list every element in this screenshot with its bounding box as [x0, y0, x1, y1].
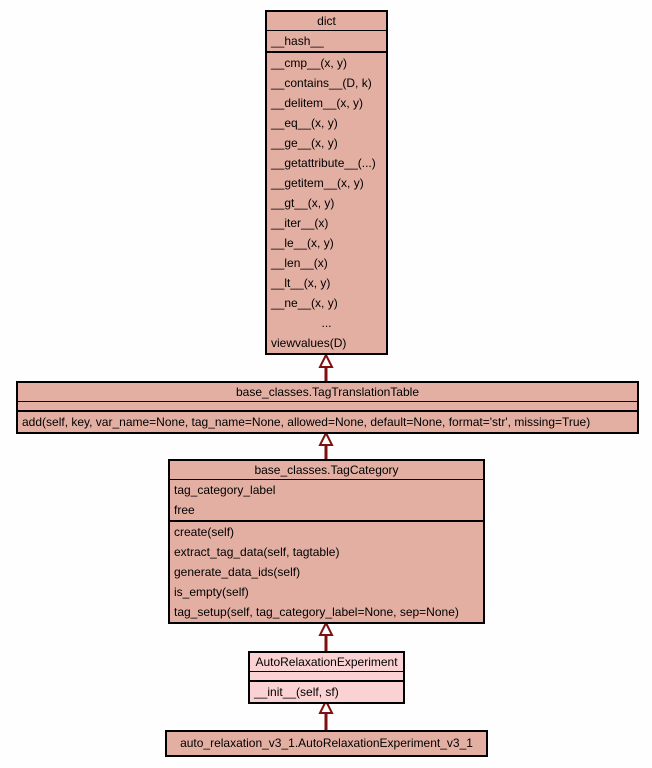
- method-label: viewvalues(D): [271, 336, 347, 350]
- method-label: is_empty(self): [174, 585, 249, 599]
- method-label: create(self): [174, 525, 235, 539]
- class-methods: [250, 682, 403, 702]
- class-box-autorelaxationexperiment-v3-1[interactable]: [165, 730, 488, 757]
- class-attributes: [18, 402, 637, 412]
- method-label: __getitem__(x, y): [271, 176, 364, 190]
- class-box-tagcategory[interactable]: [168, 459, 485, 624]
- attribute-label: free: [174, 503, 195, 517]
- method-label: __init__(self, sf): [254, 685, 339, 699]
- attribute-label: __hash__: [271, 34, 324, 48]
- method-label: __contains__(D, k): [271, 76, 372, 90]
- class-title: base_classes.TagTranslationTable: [18, 383, 637, 402]
- class-attributes: [170, 480, 483, 522]
- method-label: __le__(x, y): [271, 236, 334, 250]
- method-label: __lt__(x, y): [271, 276, 331, 290]
- class-title: AutoRelaxationExperiment: [250, 653, 403, 672]
- method-label: __getattribute__(...): [271, 156, 376, 170]
- inheritance-arrow-v3-to-autorelaxationexperiment: [318, 700, 334, 730]
- class-box-autorelaxationexperiment[interactable]: [248, 651, 405, 704]
- class-box-dict[interactable]: [265, 10, 388, 355]
- class-attributes: [267, 31, 386, 53]
- inheritance-arrow-tagtranslationtable-to-dict: [318, 354, 334, 381]
- class-title: base_classes.TagCategory: [170, 461, 483, 480]
- class-methods: [267, 53, 386, 353]
- attribute-label: tag_category_label: [174, 483, 276, 497]
- class-methods: [170, 522, 483, 622]
- method-label: tag_setup(self, tag_category_label=None, sep=None): [174, 605, 459, 619]
- method-label: __len__(x): [271, 256, 328, 270]
- class-methods: [18, 412, 637, 432]
- method-label: __iter__(x): [271, 216, 329, 230]
- method-label: __ne__(x, y): [271, 296, 338, 310]
- method-label: extract_tag_data(self, tagtable): [174, 545, 340, 559]
- inheritance-arrow-tagcategory-to-tagtranslationtable: [318, 432, 334, 459]
- class-box-tagtranslationtable[interactable]: [16, 381, 639, 434]
- class-title: auto_relaxation_v3_1.AutoRelaxationExperiment_v3_1: [180, 736, 473, 750]
- class-title: dict: [267, 12, 386, 31]
- method-label: __gt__(x, y): [271, 196, 335, 210]
- method-label: __delitem__(x, y): [271, 96, 364, 110]
- method-label: generate_data_ids(self): [174, 565, 301, 579]
- method-label: __eq__(x, y): [271, 116, 338, 130]
- method-label: __ge__(x, y): [271, 136, 338, 150]
- method-label: add(self, key, var_name=None, tag_name=None, allowed=None, default=None, format='str', missing=True): [22, 415, 591, 429]
- inheritance-arrow-autorelaxationexperiment-to-tagcategory: [318, 622, 334, 651]
- method-label: __cmp__(x, y): [271, 56, 348, 70]
- method-label: ...: [321, 316, 332, 330]
- class-attributes: [250, 672, 403, 682]
